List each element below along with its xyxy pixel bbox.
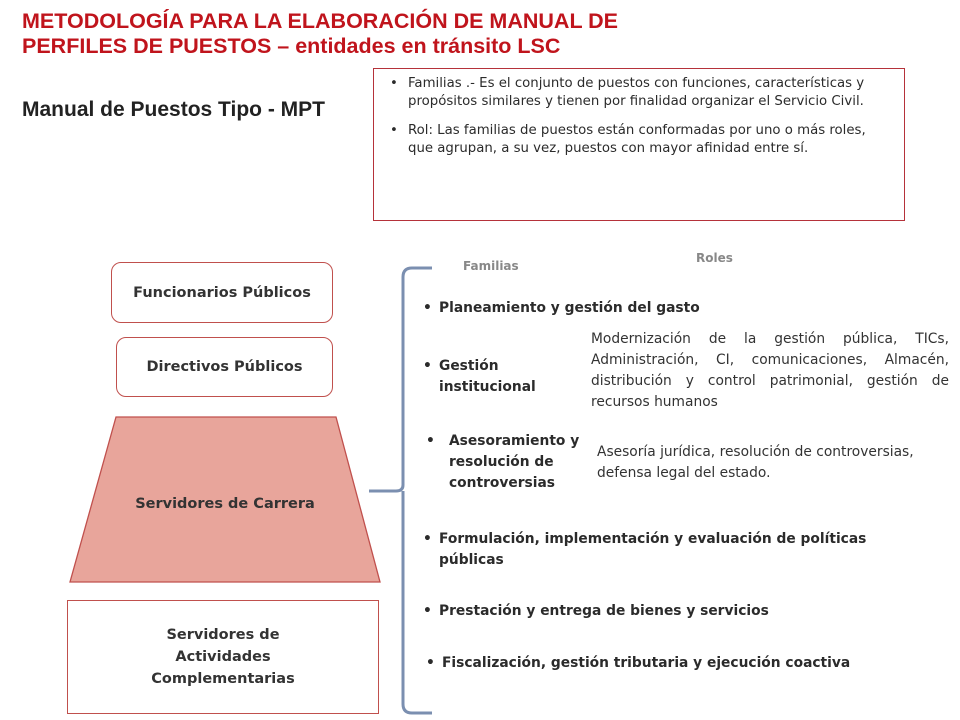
family-item — [423, 356, 579, 398]
group-servidores-carrera: Servidores de Carrera — [135, 496, 315, 512]
family-item — [426, 653, 882, 674]
family-label: Fiscalización, gestión tributaria y ejecución coactiva — [442, 655, 851, 671]
group-servidores-actividades-complementarias: Servidores de Actividades Complementarias — [67, 600, 379, 714]
bullet-icon: • — [390, 76, 398, 91]
family-label: Asesoramiento y resolución de controversias — [449, 433, 580, 491]
page-subtitle: Manual de Puestos Tipo - MPT — [22, 98, 325, 121]
definition-text: Familias .- Es el conjunto de puestos con funciones, características y propósitos similares y tienen por finalidad organizar el Servicio Civil. — [408, 76, 865, 109]
family-item — [423, 601, 819, 622]
title-line-1: METODOLOGÍA PARA LA ELABORACIÓN DE MANUAL DE — [22, 9, 619, 33]
family-item — [423, 529, 909, 571]
family-item — [426, 431, 599, 494]
bullet-icon: • — [423, 358, 432, 374]
family-label: Formulación, implementación y evaluación de políticas públicas — [439, 531, 867, 568]
definition-text: Rol: Las familias de puestos están conformadas por uno o más roles, que agrupan, a su vez, puestos con mayor afinidad entre sí. — [408, 123, 866, 156]
family-label: Prestación y entrega de bienes y servicios — [439, 603, 769, 619]
bullet-icon: • — [426, 655, 435, 671]
bullet-icon: • — [390, 123, 398, 138]
bullet-icon: • — [423, 603, 432, 619]
group-funcionarios-publicos: Funcionarios Públicos — [111, 262, 333, 323]
title-line-2: PERFILES DE PUESTOS – entidades en tránsito LSC — [22, 34, 561, 58]
role-gestion-institucional: Modernización de la gestión pública, TICs, Administración, CI, comunicaciones, Almacén, distribución y control patrimonial, gestión de recursos humanos — [591, 331, 949, 410]
role-asesoramiento: Asesoría jurídica, resolución de controversias, defensa legal del estado. — [597, 444, 914, 481]
header-roles: Roles — [696, 251, 733, 265]
bullet-icon: • — [423, 300, 432, 316]
family-item — [423, 298, 779, 319]
family-label: Gestión institucional — [439, 358, 536, 395]
bullet-icon: • — [423, 531, 432, 547]
family-label: Planeamiento y gestión del gasto — [439, 300, 700, 316]
header-familias: Familias — [463, 259, 519, 273]
group-directivos-publicos: Directivos Públicos — [116, 337, 333, 397]
bullet-icon: • — [426, 433, 435, 449]
